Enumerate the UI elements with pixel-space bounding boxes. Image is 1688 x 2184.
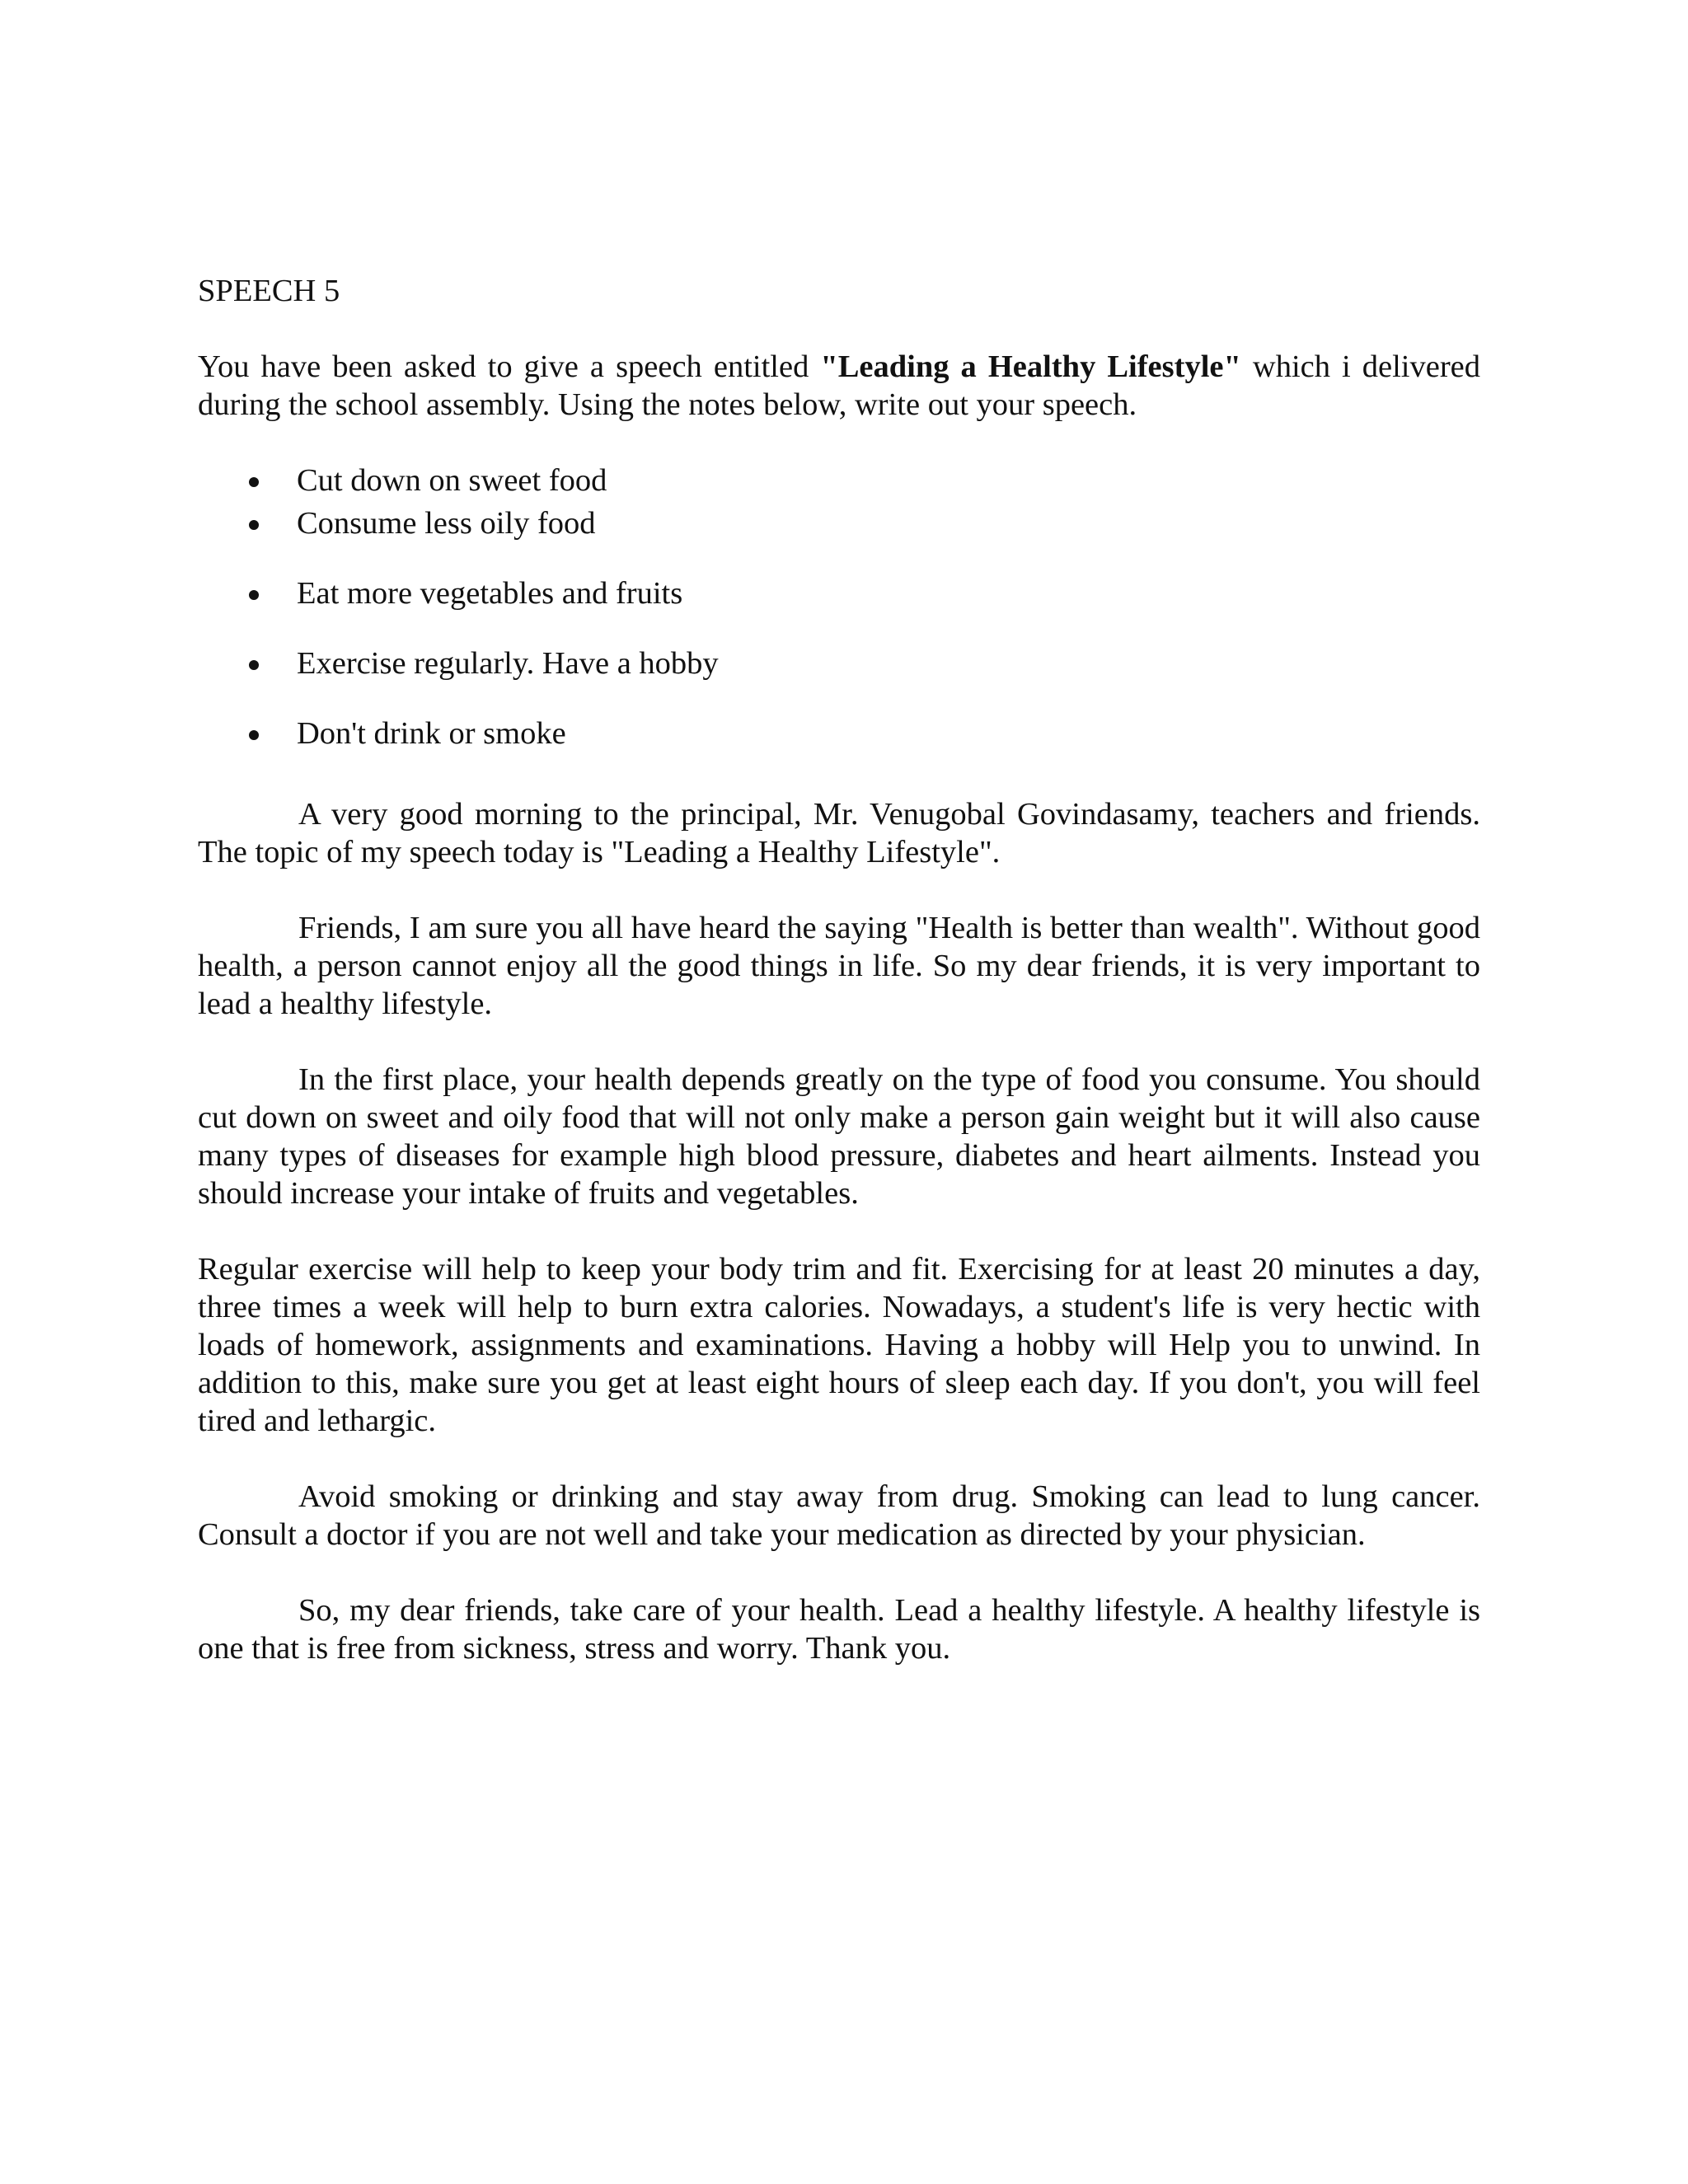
note-text: Exercise regularly. Have a hobby <box>297 646 719 681</box>
note-item <box>198 715 1480 757</box>
note-text: Consume less oily food <box>297 506 596 541</box>
document-heading: SPEECH 5 <box>198 274 340 308</box>
speech-paragraph-health-wealth: Friends, I am sure you all have heard the saying "Health is better than wealth". Without good health, a person cannot enjoy all the good things in life. So my dear friends, it is very important to lead a healthy lifestyle. <box>198 911 1480 1021</box>
speech-paragraph-smoking: Avoid smoking or drinking and stay away from drug. Smoking can lead to lung cancer. Consult a doctor if you are not well and take your medication as directed by your physician. <box>198 1479 1480 1552</box>
speech-title: "Leading a Healthy Lifestyle" <box>820 349 1241 384</box>
speech-paragraph-closing: So, my dear friends, take care of your health. Lead a healthy lifestyle. A healthy lifestyle is one that is free from sickness, stress and worry. Thank you. <box>198 1593 1480 1666</box>
prompt-text-start: You have been asked to give a speech entitled <box>198 349 821 384</box>
note-item <box>198 504 1480 547</box>
note-item <box>198 574 1480 617</box>
speech-paragraph-food: In the first place, your health depends greatly on the type of food you consume. You should cut down on sweet and oily food that will not only make a person gain weight but it will also cause many types of diseases for example high blood pressure, diabetes and heart ailments. Instead you should increase your intake of fruits and vegetables. <box>198 1062 1480 1211</box>
note-item <box>198 644 1480 687</box>
notes-list <box>198 462 1480 757</box>
bullet-icon <box>249 660 259 670</box>
speech-paragraph-greeting: A very good morning to the principal, Mr. Venugobal Govindasamy, teachers and friends. The topic of my speech today is "Leading a Healthy Lifestyle". <box>198 797 1480 869</box>
assignment-prompt <box>198 348 1480 424</box>
note-text: Eat more vegetables and fruits <box>297 576 683 611</box>
note-item <box>198 462 1480 504</box>
document-page <box>198 272 1480 1667</box>
bullet-icon <box>249 590 259 600</box>
bullet-icon <box>249 730 259 740</box>
prompt-text-end: which i delivered during the school assembly. Using the notes below, write out your speech. <box>198 349 1480 422</box>
speech-paragraph-exercise: Regular exercise will help to keep your body trim and fit. Exercising for at least 20 minutes a day, three times a week will help to burn extra calories. Nowadays, a student's life is very hectic with loads of homework, assignments and examinations. Having a hobby will Help you to unwind. In addition to this, make sure you get at least eight hours of sleep each day. If you don't, you will feel tired and lethargic. <box>198 1252 1480 1438</box>
bullet-icon <box>249 477 259 487</box>
bullet-icon <box>249 520 259 530</box>
note-text: Cut down on sweet food <box>297 463 607 498</box>
note-text: Don't drink or smoke <box>297 716 566 751</box>
